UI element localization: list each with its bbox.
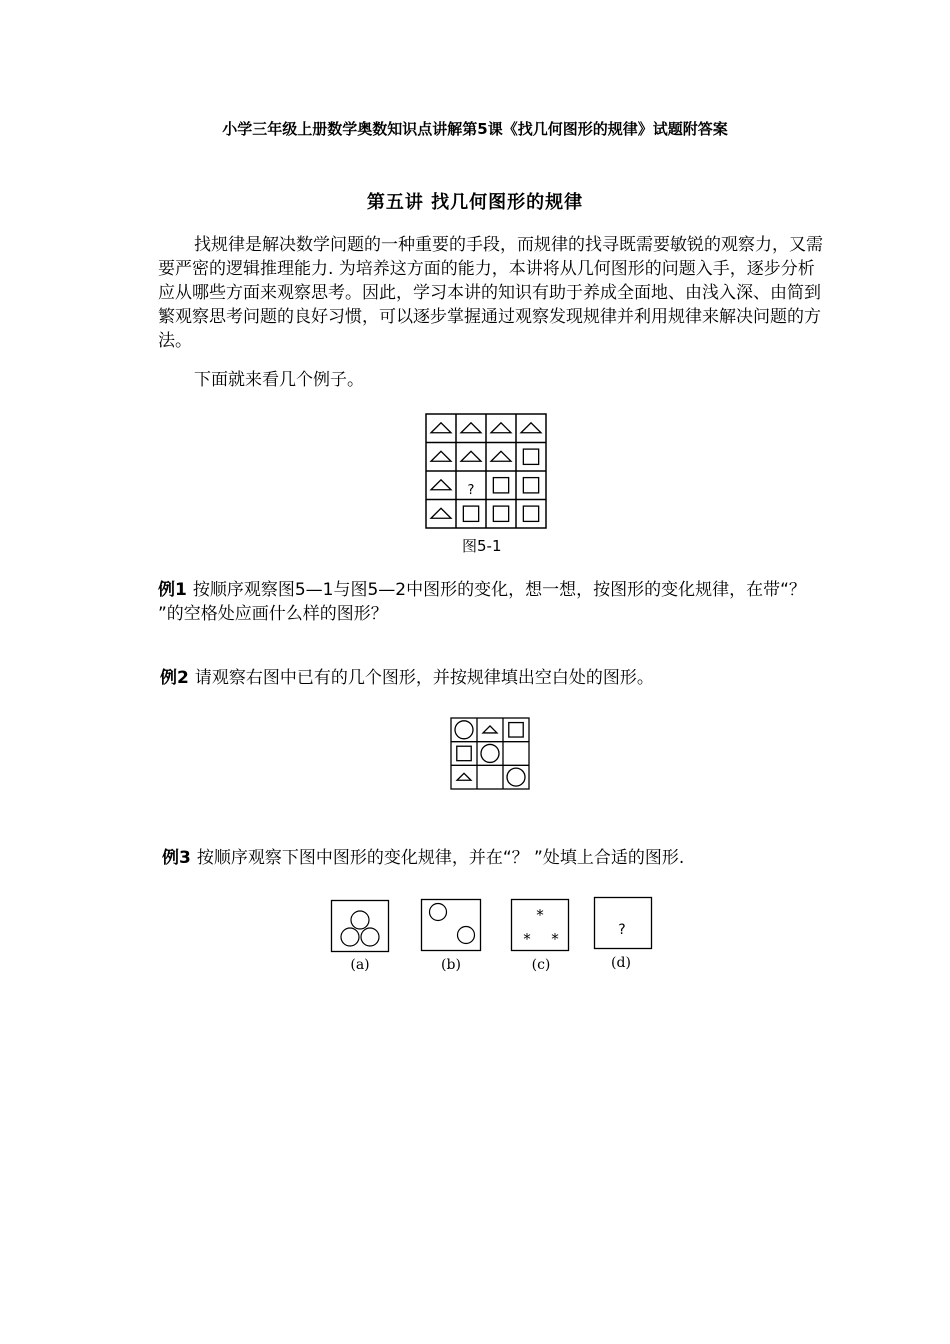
- asterisk-shape: *: [551, 930, 559, 948]
- square-shape: [493, 506, 508, 521]
- square-shape: [463, 506, 478, 521]
- triangle-shape: [491, 451, 511, 461]
- triangle-shape: [431, 451, 451, 461]
- circle-shape: [430, 904, 447, 921]
- triangle-shape: [491, 423, 511, 433]
- example-1-text: 按顺序观察图5—1与图5—2中图形的变化，想一想，按图形的变化规律，在带“？ ”的空格处应画什么样的图形？: [158, 580, 806, 624]
- question-mark: ?: [618, 922, 626, 938]
- triangle-shape: [483, 726, 497, 733]
- circle-shape: [481, 744, 499, 762]
- panel-c-label: (c): [531, 957, 551, 973]
- example-1-label: 例1: [158, 580, 187, 600]
- square-shape: [523, 449, 538, 464]
- triangle-shape: [461, 451, 481, 461]
- example-3: [162, 846, 822, 870]
- example-2: [160, 666, 820, 690]
- triangle-shape: [431, 480, 451, 490]
- circle-shape: [458, 927, 475, 944]
- panel-b-label: (b): [441, 957, 461, 973]
- panel-d: [593, 896, 655, 952]
- triangle-shape: [457, 773, 471, 780]
- square-shape: [523, 506, 538, 521]
- example-2-text: 请观察右图中已有的几个图形，并按规律填出空白处的图形。: [194, 668, 654, 688]
- panel-d-label: (d): [611, 955, 631, 971]
- asterisk-shape: *: [536, 906, 544, 924]
- document-title: 小学三年级上册数学奥数知识点讲解第5课《找几何图形的规律》试题附答案: [222, 120, 728, 138]
- square-shape: [493, 478, 508, 493]
- triangle-shape: [431, 508, 451, 518]
- example-2-grid: [449, 716, 533, 792]
- panel-a-label: (a): [350, 957, 370, 973]
- intro-paragraph: 找规律是解决数学问题的一种重要的手段，而规律的找寻既需要敏锐的观察力，又需要严密的逻辑推理能力. 为培养这方面的能力，本讲将从几何图形的问题入手，逐步分析应从哪些方面来观察思考。因此，学习本讲的知识有助于养成全面地、由浅入深、由简到繁观察思考问题的良好习惯，可以逐步掌握通过观察发现规律并利用规律来解决问题的方法。: [158, 235, 823, 351]
- figure-5-1-grid: [424, 412, 550, 532]
- figure-5-1-caption: 图5-1: [462, 537, 502, 555]
- lesson-title: 第五讲 找几何图形的规律: [366, 192, 584, 213]
- square-shape: [523, 478, 538, 493]
- circle-shape: [361, 928, 379, 946]
- square-shape: [509, 723, 523, 737]
- asterisk-shape: *: [523, 930, 531, 948]
- example-1: [158, 578, 818, 626]
- circle-shape: [455, 721, 473, 739]
- panel-a: [330, 899, 392, 955]
- triangle-shape: [521, 423, 541, 433]
- question-mark: ?: [467, 483, 475, 498]
- example-3-text: 按顺序观察下图中图形的变化规律，并在“？ ”处填上合适的图形.: [196, 848, 685, 868]
- panel-b: [420, 898, 484, 954]
- example-3-label: 例3: [162, 848, 191, 868]
- lead-sentence: 下面就来看几个例子。: [194, 370, 364, 390]
- square-shape: [457, 746, 471, 760]
- example-2-label: 例2: [160, 668, 189, 688]
- circle-shape: [341, 928, 359, 946]
- circle-shape: [351, 911, 369, 929]
- circle-shape: [507, 768, 525, 786]
- panel-c: [510, 898, 572, 954]
- triangle-shape: [431, 423, 451, 433]
- triangle-shape: [461, 423, 481, 433]
